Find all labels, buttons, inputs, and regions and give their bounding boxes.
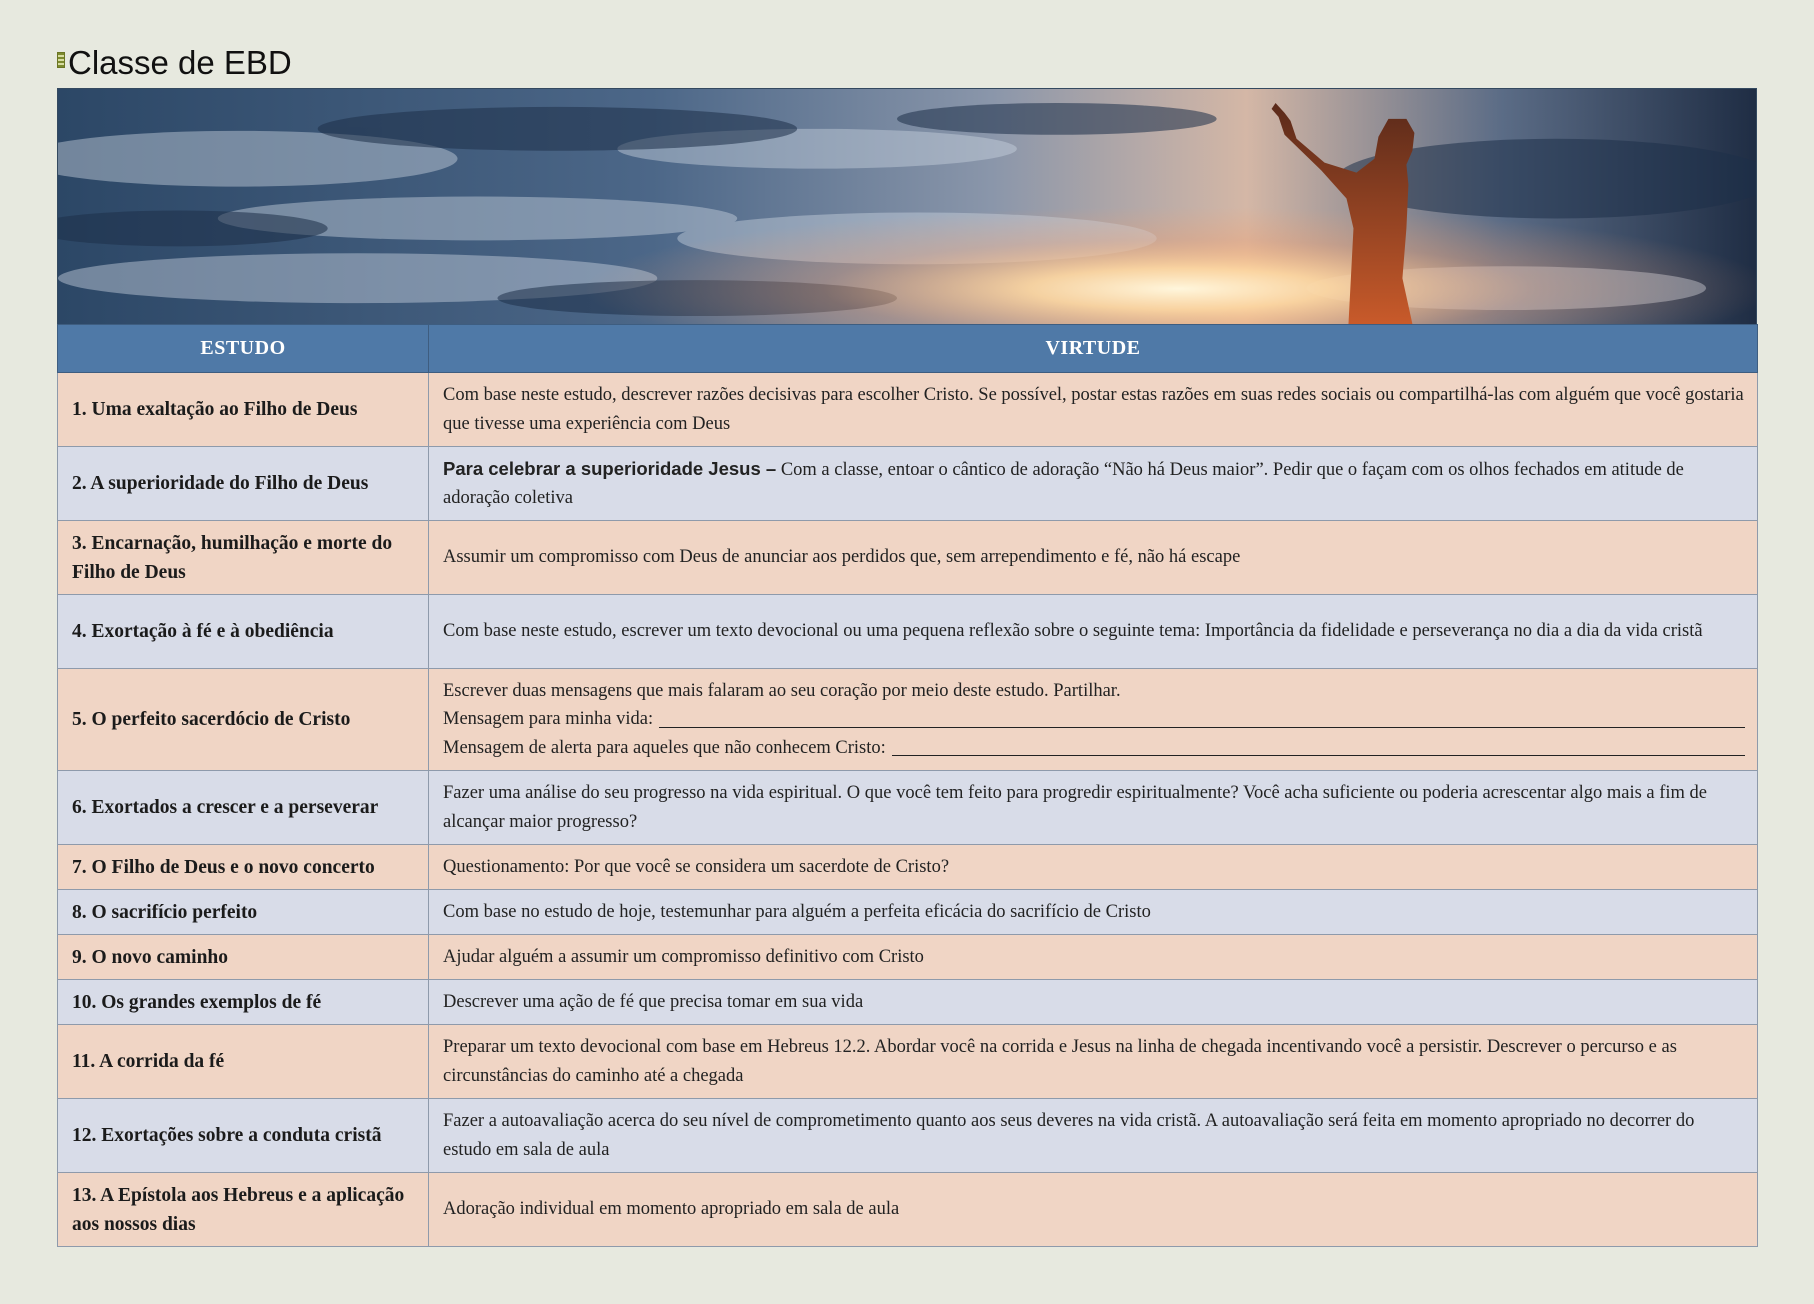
title-marker-icon: [57, 52, 65, 68]
study-cell: 13. A Epístola aos Hebreus e a aplicação aos nossos dias: [58, 1173, 429, 1247]
table-row: [58, 1099, 1758, 1173]
study-cell: 8. O sacrifício perfeito: [58, 890, 429, 935]
virtue-cell: Preparar um texto devocional com base em Hebreus 12.2. Abordar você na corrida e Jesus na linha de chegada incentivando você a persistir. Descrever o percurso e as circunstâncias do caminho até a chegada: [429, 1025, 1758, 1099]
virtue-cell: Adoração individual em momento apropriado em sala de aula: [429, 1173, 1758, 1247]
table-row: [58, 845, 1758, 890]
study-cell: 7. O Filho de Deus e o novo concerto: [58, 845, 429, 890]
header-study: ESTUDO: [58, 325, 429, 373]
message-line-alert: [443, 734, 1745, 763]
table-row: [58, 521, 1758, 595]
study-cell: 9. O novo caminho: [58, 935, 429, 980]
table-row: [58, 1025, 1758, 1099]
virtue-cell: Com base neste estudo, escrever um texto devocional ou uma pequena reflexão sobre o seguinte tema: Importância da fidelidade e perseverança no dia a dia da vida cristã: [429, 595, 1758, 669]
virtue-cell: Com base neste estudo, descrever razões decisivas para escolher Cristo. Se possível, postar estas razões em suas redes sociais ou compartilhá-las com alguém que você gostaria que tivesse uma experiência com Deus: [429, 373, 1758, 447]
write-blank: [659, 727, 1745, 728]
table-row: [58, 447, 1758, 521]
sky-silhouette-image: [58, 89, 1756, 324]
line-label: Mensagem para minha vida:: [443, 709, 654, 730]
study-cell: 10. Os grandes exemplos de fé: [58, 980, 429, 1025]
table-row: [58, 595, 1758, 669]
virtue-cell: Descrever uma ação de fé que precisa tomar em sua vida: [429, 980, 1758, 1025]
virtue-cell: Ajudar alguém a assumir um compromisso definitivo com Cristo: [429, 935, 1758, 980]
study-cell: 6. Exortados a crescer e a perseverar: [58, 771, 429, 845]
virtue-text: Escrever duas mensagens que mais falaram ao seu coração por meio deste estudo. Partilhar.: [443, 680, 1121, 701]
page-title: [57, 44, 292, 82]
virtue-text: Com a classe, entoar o cântico de adoração “Não há Deus maior”. Pedir que o façam com os olhos fechados em atitude de adoração coletiva: [443, 459, 1684, 508]
table-row: [58, 771, 1758, 845]
study-table: [57, 324, 1758, 1247]
virtue-cell: Fazer a autoavaliação acerca do seu nível de comprometimento quanto aos seus deveres na vida cristã. A autoavaliação será feita em momento apropriado no decorrer do estudo em sala de aula: [429, 1099, 1758, 1173]
virtue-lead: Para celebrar a superioridade Jesus –: [443, 457, 777, 479]
banner-image: [57, 88, 1757, 324]
table-row: [58, 980, 1758, 1025]
page-title-text: Classe de EBD: [68, 44, 292, 81]
study-cell: 3. Encarnação, humilhação e morte do Filho de Deus: [58, 521, 429, 595]
header-virtue: VIRTUDE: [429, 325, 1758, 373]
study-cell: 11. A corrida da fé: [58, 1025, 429, 1099]
table-row: [58, 890, 1758, 935]
virtue-cell: [429, 447, 1758, 521]
table-row: [58, 669, 1758, 771]
message-line-own-life: [443, 705, 1745, 734]
study-cell: 1. Uma exaltação ao Filho de Deus: [58, 373, 429, 447]
virtue-cell: Assumir um compromisso com Deus de anunciar aos perdidos que, sem arrependimento e fé, não há escape: [429, 521, 1758, 595]
write-blank: [892, 755, 1745, 756]
virtue-cell: Fazer uma análise do seu progresso na vida espiritual. O que você tem feito para progredir espiritualmente? Você acha suficiente ou poderia acrescentar algo mais a fim de alcançar maior progresso?: [429, 771, 1758, 845]
virtue-cell: [429, 669, 1758, 771]
virtue-cell: Com base no estudo de hoje, testemunhar para alguém a perfeita eficácia do sacrifício de Cristo: [429, 890, 1758, 935]
study-cell: 4. Exortação à fé e à obediência: [58, 595, 429, 669]
line-label: Mensagem de alerta para aqueles que não conhecem Cristo:: [443, 737, 886, 758]
study-cell: 12. Exortações sobre a conduta cristã: [58, 1099, 429, 1173]
table-header-row: [58, 325, 1758, 373]
study-cell: 5. O perfeito sacerdócio de Cristo: [58, 669, 429, 771]
virtue-cell: Questionamento: Por que você se considera um sacerdote de Cristo?: [429, 845, 1758, 890]
table-row: [58, 373, 1758, 447]
table-row: [58, 1173, 1758, 1247]
table-row: [58, 935, 1758, 980]
study-cell: 2. A superioridade do Filho de Deus: [58, 447, 429, 521]
